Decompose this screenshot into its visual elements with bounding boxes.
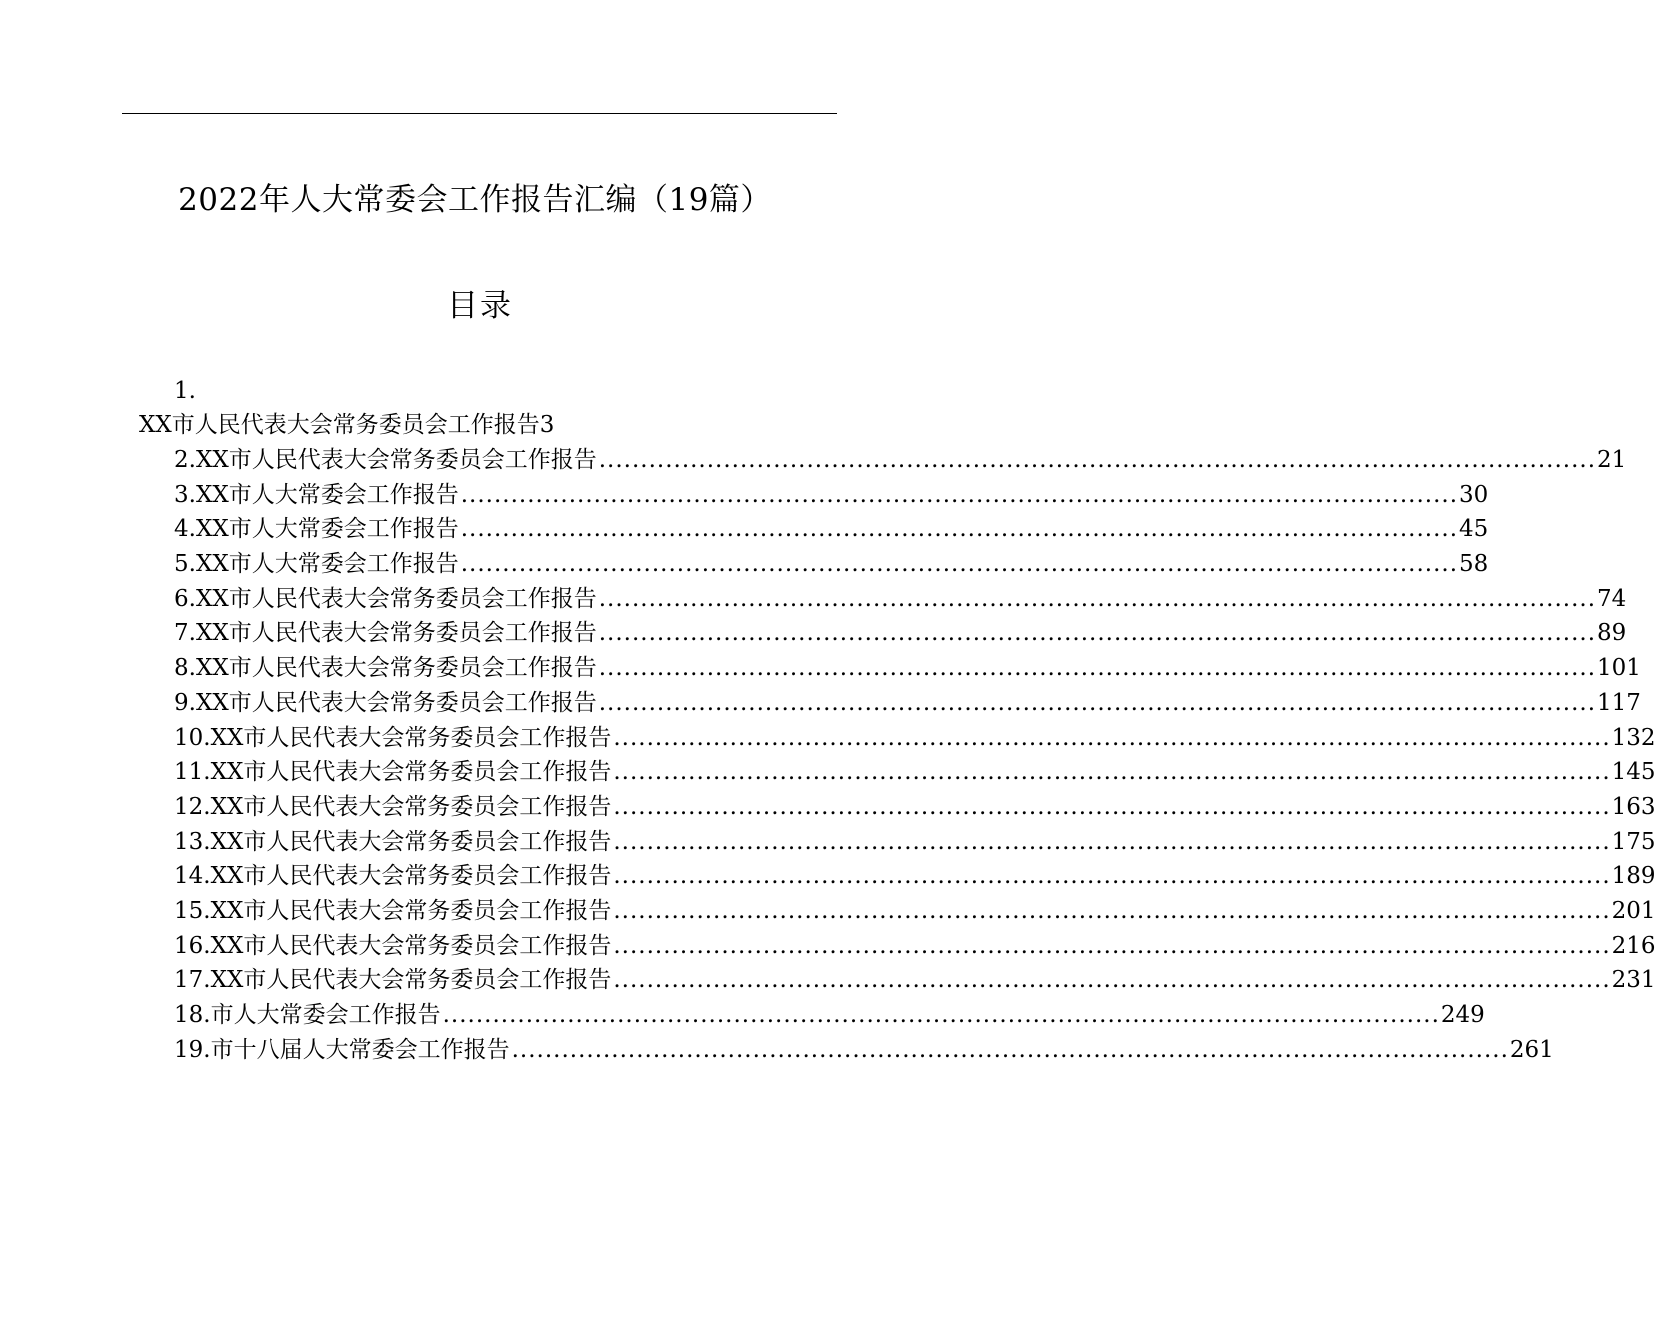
toc-entry[interactable]	[174, 512, 1489, 547]
toc-entry-label: 4.XX市人大常委会工作报告	[174, 516, 459, 543]
toc-entry-page-number: 89	[1597, 620, 1627, 647]
toc-entry[interactable]	[174, 547, 1489, 582]
toc-entry[interactable]	[174, 478, 1489, 513]
toc-entry-page-number: 163	[1611, 793, 1656, 820]
toc-entry-page-number: 249	[1440, 1002, 1485, 1028]
toc-entry-page-number: 145	[1611, 759, 1656, 786]
toc-entry-page-number: 175	[1611, 828, 1656, 855]
toc-entry-label: 3.XX市人大常委会工作报告	[174, 481, 459, 508]
toc-entry[interactable]	[174, 651, 1641, 686]
toc-entry-label: 5.XX市人大常委会工作报告	[174, 551, 459, 578]
toc-entry-label: 9.XX市人民代表大会常务委员会工作报告	[174, 689, 597, 716]
toc-dot-leader: ........................................................................................................................	[613, 793, 1611, 820]
toc-dot-leader: ........................................................................................................................	[511, 1036, 1509, 1063]
toc-dot-leader: ........................................................................................................................	[598, 585, 1597, 612]
toc-entry[interactable]	[174, 582, 1627, 617]
toc-entry[interactable]	[174, 825, 1656, 860]
toc-entry[interactable]	[174, 686, 1641, 721]
toc-dot-leader: ........................................................................................................................	[613, 967, 1611, 994]
toc-entry[interactable]	[174, 1033, 1554, 1068]
toc-dot-leader: ........................................................................................................................	[598, 689, 1597, 716]
toc-entry[interactable]	[174, 929, 1656, 964]
toc-entry-label: 2.XX市人民代表大会常务委员会工作报告	[174, 447, 597, 473]
toc-entry[interactable]	[174, 616, 1627, 651]
toc-entry-page-number: 117	[1597, 689, 1641, 716]
toc-entry[interactable]	[174, 894, 1656, 929]
toc-dot-leader: ........................................................................................................................	[613, 724, 1611, 751]
toc-entry-label: 11.XX市人民代表大会常务委员会工作报告	[174, 759, 612, 786]
document-title: 2022年人大常委会工作报告汇编（19篇）	[178, 182, 772, 218]
toc-entry[interactable]	[174, 443, 1627, 478]
toc-entry-label: 12.XX市人民代表大会常务委员会工作报告	[174, 793, 612, 820]
toc-entry-label: 17.XX市人民代表大会常务委员会工作报告	[174, 967, 612, 994]
table-of-contents	[174, 443, 1656, 1067]
toc-dot-leader: ........................................................................................................................	[598, 447, 1597, 473]
toc-entry-page-number: 216	[1611, 932, 1656, 959]
toc-entry-label: 19.市十八届人大常委会工作报告	[174, 1036, 510, 1063]
toc-entry-label: 18.市人大常委会工作报告	[174, 1002, 441, 1028]
toc-entry-page-number: 21	[1597, 447, 1627, 473]
toc-entry-page-number: 45	[1459, 516, 1489, 543]
toc-entry[interactable]	[174, 790, 1656, 825]
toc-dot-leader: ........................................................................................................................	[460, 516, 1459, 543]
toc-entry-label: 14.XX市人民代表大会常务委员会工作报告	[174, 863, 612, 890]
toc-entry-page-number: 201	[1611, 897, 1656, 924]
toc-entry-1-number[interactable]: 1.	[174, 378, 196, 404]
toc-entry[interactable]	[174, 859, 1656, 894]
toc-entry-label: 16.XX市人民代表大会常务委员会工作报告	[174, 932, 612, 959]
toc-dot-leader: ........................................................................................................................	[613, 863, 1611, 890]
toc-dot-leader: ........................................................................................................................	[598, 655, 1597, 682]
toc-entry[interactable]	[174, 963, 1656, 998]
toc-entry-label: 8.XX市人民代表大会常务委员会工作报告	[174, 655, 597, 682]
toc-dot-leader: ........................................................................................................................	[613, 828, 1611, 855]
toc-dot-leader: ........................................................................................................................	[460, 551, 1459, 578]
toc-entry[interactable]	[174, 998, 1485, 1033]
toc-entry-page-number: 261	[1509, 1036, 1554, 1063]
toc-entry-page-number: 58	[1459, 551, 1489, 578]
toc-entry-page-number: 189	[1611, 863, 1656, 890]
toc-entry-page-number: 74	[1597, 585, 1627, 612]
toc-entry[interactable]	[174, 755, 1656, 790]
toc-heading: 目录	[447, 288, 513, 324]
toc-entry-label: 15.XX市人民代表大会常务委员会工作报告	[174, 897, 612, 924]
toc-dot-leader: ........................................................................................................................	[613, 759, 1611, 786]
toc-entry[interactable]	[174, 721, 1656, 756]
toc-dot-leader: ........................................................................................................................	[442, 1002, 1440, 1028]
toc-dot-leader: ........................................................................................................................	[613, 897, 1611, 924]
toc-dot-leader: ........................................................................................................................	[613, 932, 1611, 959]
toc-entry-label: 13.XX市人民代表大会常务委员会工作报告	[174, 828, 612, 855]
toc-entry-page-number: 231	[1611, 967, 1656, 994]
toc-entry-page-number: 132	[1611, 724, 1656, 751]
toc-entry-label: 7.XX市人民代表大会常务委员会工作报告	[174, 620, 597, 647]
toc-entry-page-number: 30	[1459, 481, 1489, 508]
toc-entry-label: 10.XX市人民代表大会常务委员会工作报告	[174, 724, 612, 751]
toc-entry-label: 6.XX市人民代表大会常务委员会工作报告	[174, 585, 597, 612]
toc-entry-1-text[interactable]: XX市人民代表大会常务委员会工作报告3	[139, 412, 555, 438]
toc-entry-page-number: 101	[1597, 655, 1641, 682]
toc-dot-leader: ........................................................................................................................	[598, 620, 1597, 647]
toc-dot-leader: ........................................................................................................................	[460, 481, 1459, 508]
header-rule	[122, 113, 837, 114]
